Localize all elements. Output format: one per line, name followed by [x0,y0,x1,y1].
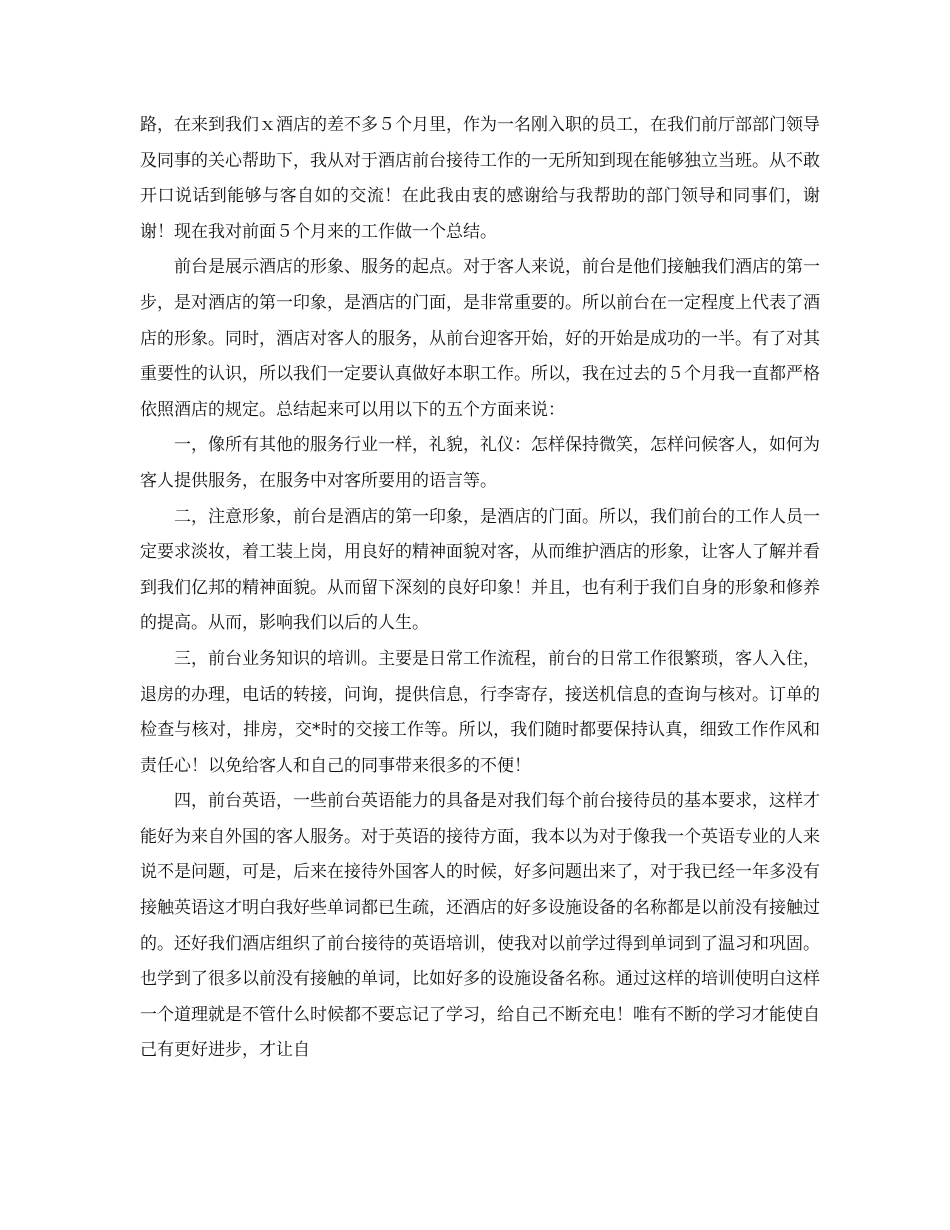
document-body [140,108,820,1069]
paragraph-point-three: 三，前台业务知识的培训。主要是日常工作流程，前台的日常工作很繁琐，客人入住，退房的办理，电话的转接，问询，提供信息，行李寄存，接送机信息的查询与核对。订单的检查与核对，排房，交*时的交接工作等。所以，我们随时都要保持认真，细致工作作风和责任心！以免给客人和自己的同事带来很多的不便！ [140,648,820,776]
paragraph-point-four: 四，前台英语，一些前台英语能力的具备是对我们每个前台接待员的基本要求，这样才能好为来自外国的客人服务。对于英语的接待方面，我本以为对于像我一个英语专业的人来说不是问题，可是，后来在接待外国客人的时候，好多问题出来了，对于我已经一年多没有接触英语这才明白我好些单词都已生疏，还酒店的好多设施设备的名称都是以前没有接触过的。还好我们酒店组织了前台接待的英语培训，使我对以前学过得到单词到了温习和巩固。也学到了很多以前没有接触的单词，比如好多的设施设备名称。通过这样的培训使明白这样一个道理就是不管什么时候都不要忘记了学习，给自己不断充电！唯有不断的学习才能使自己有更好进步，才让自 [140,791,820,1061]
paragraph-point-one: 一，像所有其他的服务行业一样，礼貌，礼仪：怎样保持微笑，怎样问候客人，如何为客人提供服务，在服务中对客所要用的语言等。 [140,435,820,491]
paragraph-point-two: 二，注意形象，前台是酒店的第一印象，是酒店的门面。所以，我们前台的工作人员一定要求淡妆，着工装上岗，用良好的精神面貌对客，从而维护酒店的形象，让客人了解并看到我们亿邦的精神面貌。从而留下深刻的良好印象！并且，也有利于我们自身的形象和修养的提高。从而，影响我们以后的人生。 [140,506,820,634]
paragraph-front-desk-intro: 前台是展示酒店的形象、服务的起点。对于客人来说，前台是他们接触我们酒店的第一步，是对酒店的第一印象，是酒店的门面，是非常重要的。所以前台在一定程度上代表了酒店的形象。同时，酒店对客人的服务，从前台迎客开始，好的开始是成功的一半。有了对其重要性的认识，所以我们一定要认真做好本职工作。所以，我在过去的５个月我一直都严格依照酒店的规定。总结起来可以用以下的五个方面来说： [140,257,820,420]
paragraph-continuation: 路，在来到我们ｘ酒店的差不多５个月里，作为一名刚入职的员工，在我们前厅部部门领导及同事的关心帮助下，我从对于酒店前台接待工作的一无所知到现在能够独立当班。从不敢开口说话到能够与客自如的交流！在此我由衷的感谢给与我帮助的部门领导和同事们，谢谢！现在我对前面５个月来的工作做一个总结。 [140,115,820,242]
